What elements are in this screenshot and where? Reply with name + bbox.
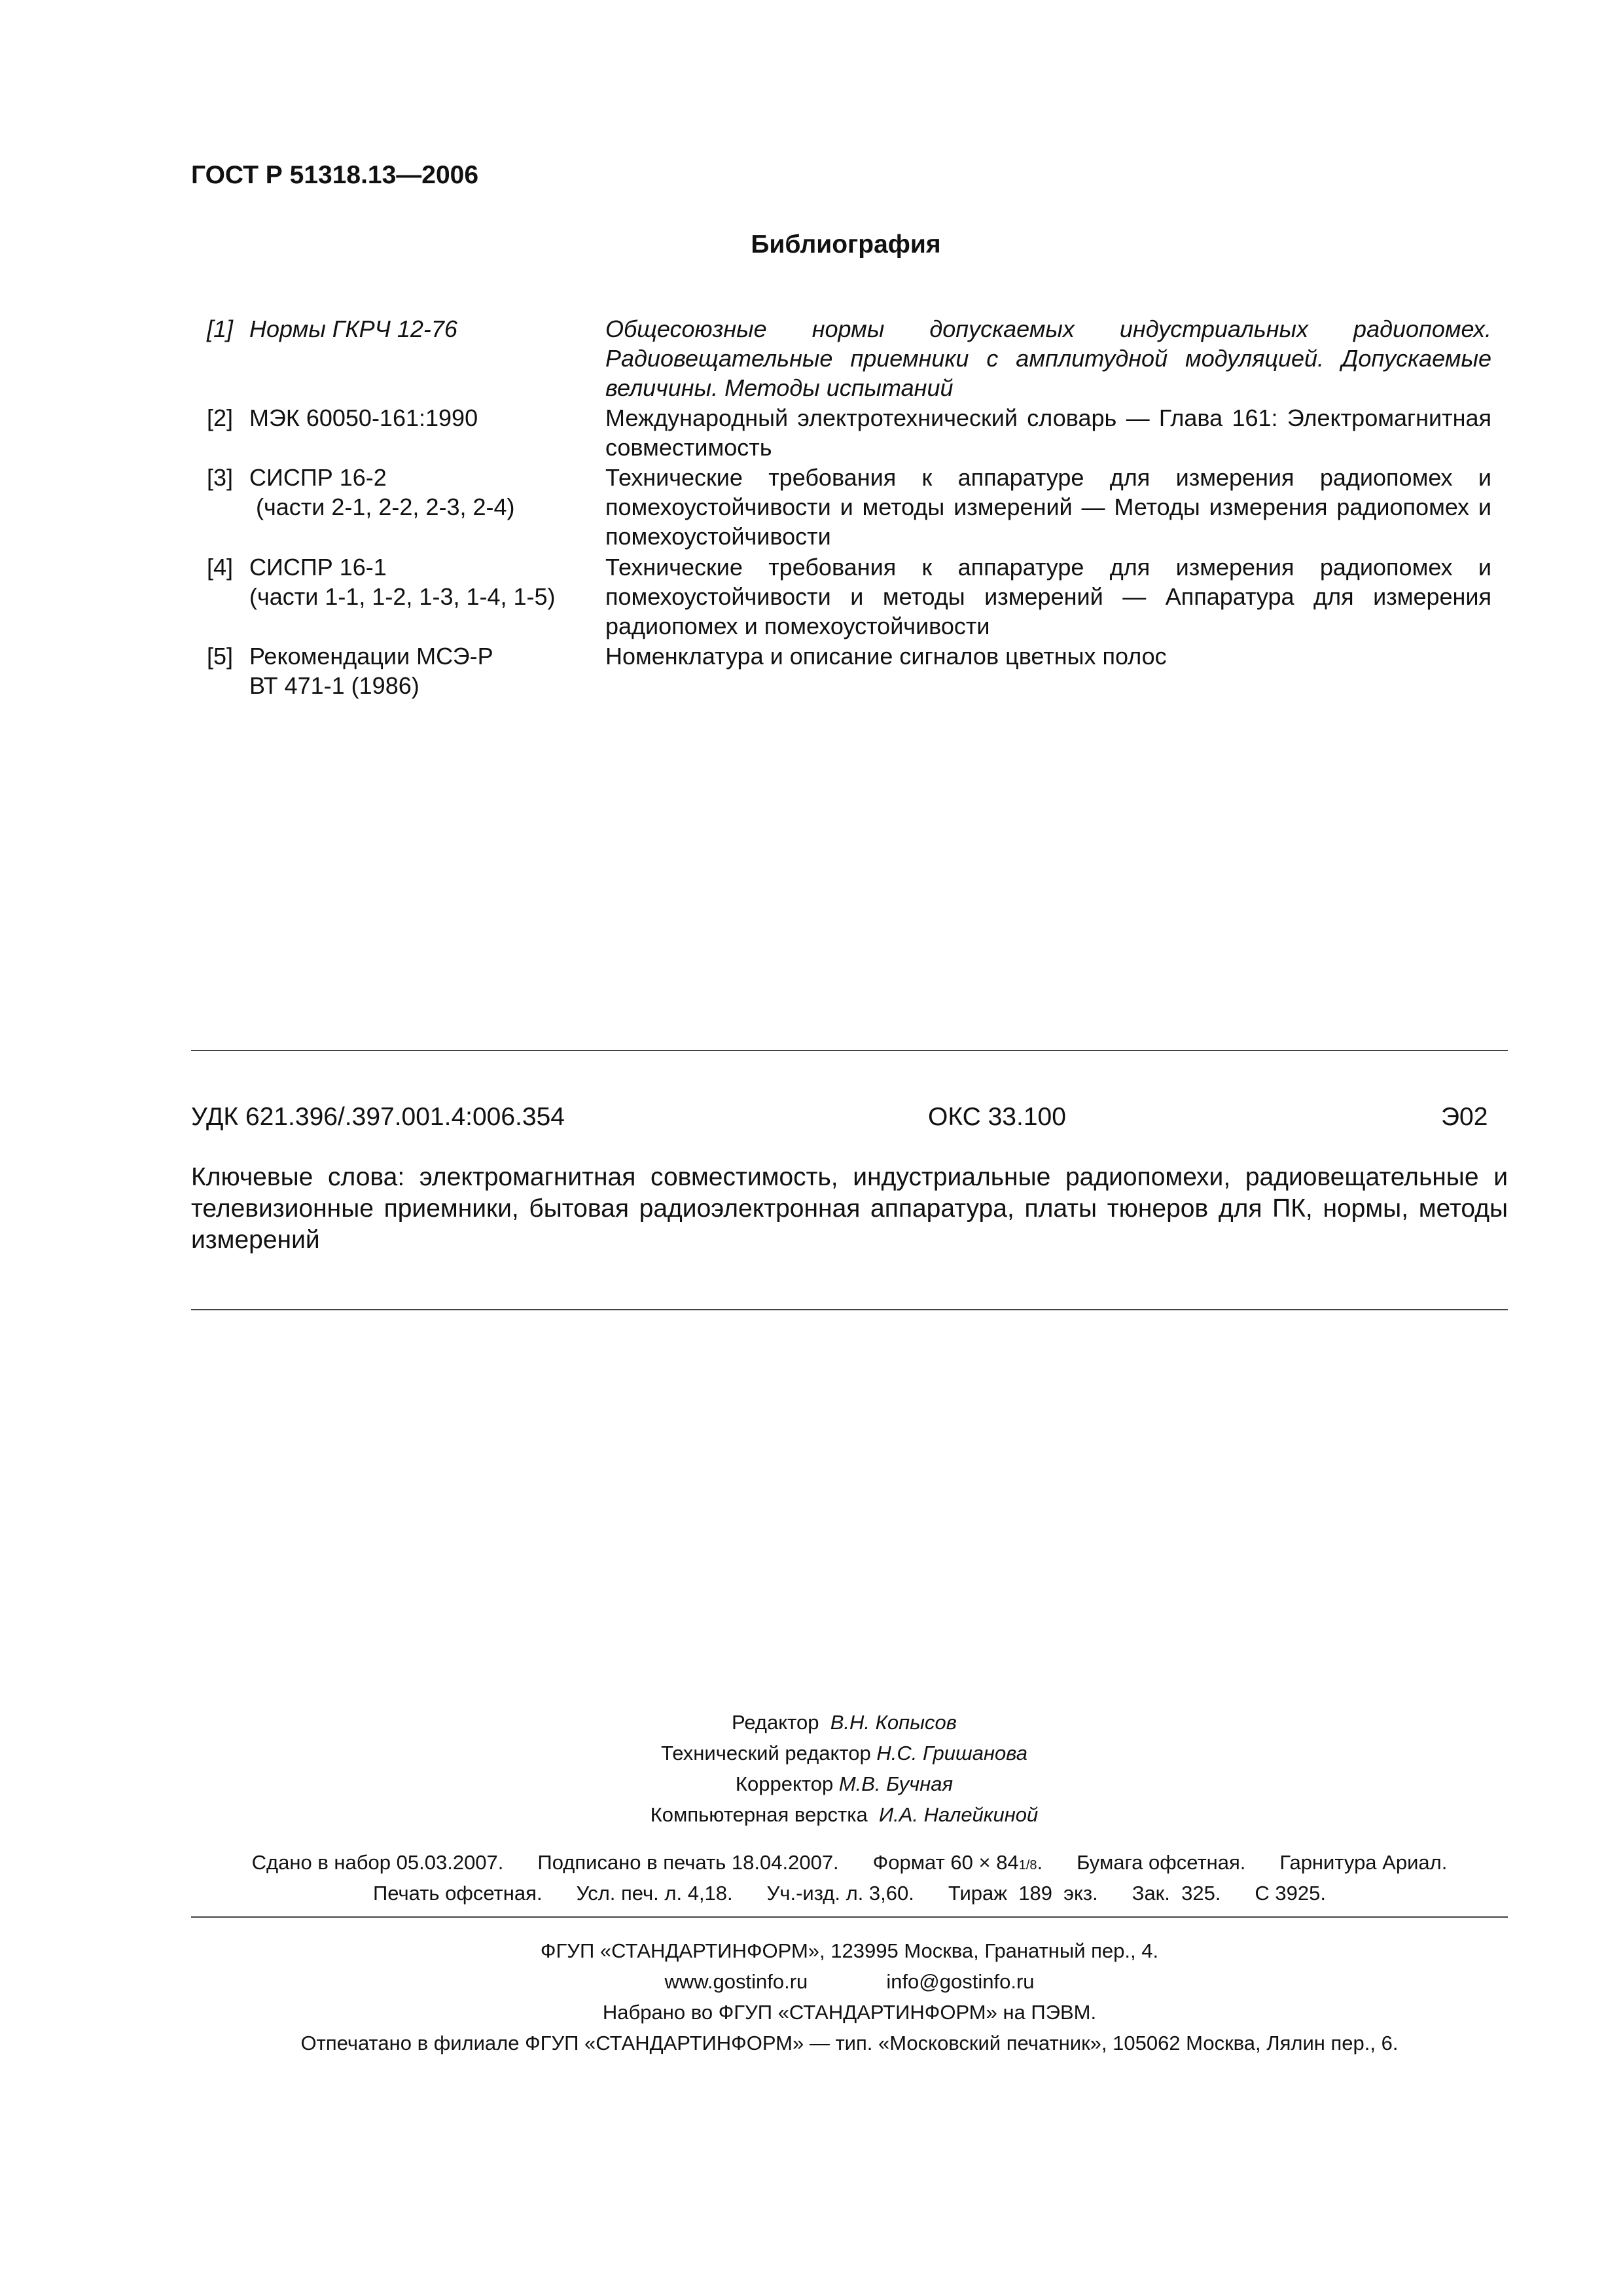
divider [191,1050,1508,1051]
ref-description: Международный электротехнический словарь — Глава 161: Электромагнитная совместимость [605,404,1491,461]
print-info-line-1: Сдано в набор 05.03.2007. Подписано в печать 18.04.2007. Формат 60 × 841/8. Бумага офсетная. Гарнитура Ариал. [251,1851,1448,1874]
staff-line: Компьютерная верстка И.А. Налейкиной [650,1803,1039,1826]
ref-number: [4] [207,554,234,581]
divider [191,1309,1508,1310]
ref-source: СИСПР 16-1 (части 1-1, 1-2, 1-3, 1-4, 1-5) [249,554,556,610]
ref-number: [3] [207,464,234,491]
ref-source: СИСПР 16-2 (части 2-1, 2-2, 2-3, 2-4) [249,464,515,520]
ref-source: МЭК 60050-161:1990 [249,404,478,431]
ref-source: Рекомендации МСЭ-Р ВТ 471-1 (1986) [249,643,493,699]
publisher-typeset: Набрано во ФГУП «СТАНДАРТИНФОРМ» на ПЭВМ. [602,2001,1097,2024]
document-code: ГОСТ Р 51318.13—2006 [191,161,479,189]
email-link[interactable]: info@gostinfo.ru [886,1970,1035,1993]
staff-line: Корректор М.В. Бучная [735,1772,954,1795]
print-info-line-2: Печать офсетная. Усл. печ. л. 4,18. Уч.-изд. л. 3,60. Тираж 189 экз. Зак. 325. С 3925. [372,1882,1326,1905]
ref-description: Номенклатура и описание сигналов цветных полос [605,643,1167,670]
ref-description: Общесоюзные нормы допускаемых индустриальных радиопомех. Радиовещательные приемники с амплитудной модуляцией. Допускаемые величины. Методы испытаний [605,315,1491,401]
ref-number: [5] [207,643,234,670]
publisher-address: ФГУП «СТАНДАРТИНФОРМ», 123995 Москва, Гранатный пер., 4. [540,1939,1159,1962]
ref-source: Нормы ГКРЧ 12-76 [249,315,457,342]
oks-code: ОКС 33.100 [928,1103,1066,1131]
classification-code: Э02 [1441,1103,1488,1131]
divider [191,1916,1508,1918]
publisher-contacts [191,1967,1508,1997]
ref-description: Технические требования к аппаратуре для измерения радиопомех и помехоустойчивости и методы измерений — Методы измерения радиопомех и помехоустойчивости [605,464,1491,550]
staff-line: Технический редактор Н.С. Гришанова [661,1742,1027,1765]
staff-line: Редактор В.Н. Копысов [732,1711,957,1734]
ref-number: [2] [207,404,234,431]
udk-code: УДК 621.396/.397.001.4:006.354 [191,1103,565,1131]
ref-description: Технические требования к аппаратуре для измерения радиопомех и помехоустойчивости и методы измерений — Аппаратура для измерения радиопомех и помехоустойчивости [605,554,1491,639]
editorial-staff [615,1707,1073,1830]
publisher-printed: Отпечатано в филиале ФГУП «СТАНДАРТИНФОРМ» — тип. «Московский печатник», 105062 Москва, Лялин пер., 6. [300,2032,1399,2054]
ref-number: [1] [207,315,234,342]
keywords: Ключевые слова: электромагнитная совместимость, индустриальные радиопомехи, радиовещательные и телевизионные приемники, бытовая радиоэлектронная аппаратура, платы тюнеров для ПК, нормы, методы измерений [191,1163,1508,1254]
bibliography-title: Библиография [751,230,941,259]
website-link[interactable]: www.gostinfo.ru [664,1970,808,1993]
